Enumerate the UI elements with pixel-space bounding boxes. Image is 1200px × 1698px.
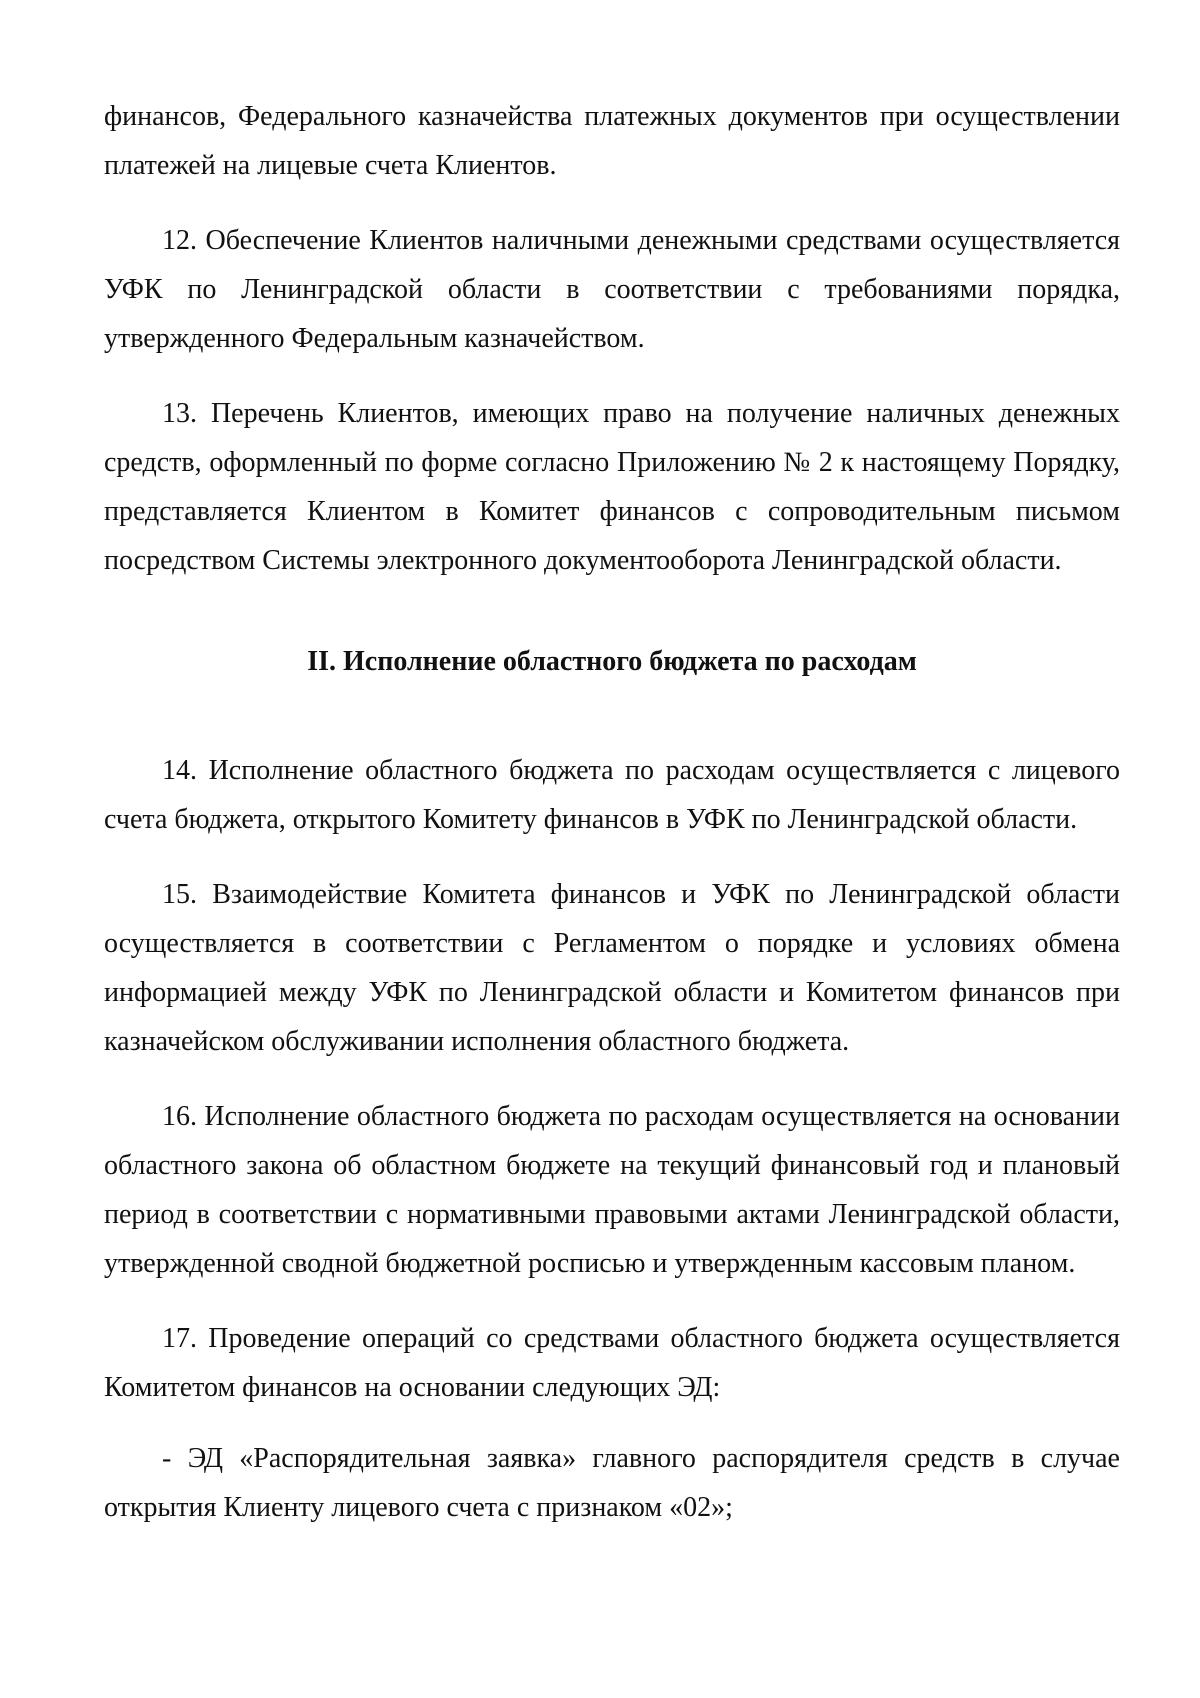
paragraph-item-17 <box>104 1314 1120 1412</box>
item-number: 16. <box>162 1101 197 1132</box>
item-number: 15. <box>162 879 197 910</box>
item-number: 13. <box>162 398 197 429</box>
item-text: Обеспечение Клиентов наличными денежными средствами осуществляется УФК по Ленинградской области в соответствии с требованиями порядка, утвержденного Федеральным казначейством. <box>104 225 1120 354</box>
paragraph-item-16 <box>104 1092 1120 1288</box>
item-text: Взаимодействие Комитета финансов и УФК по Ленинградской области осуществляется в соответствии с Регламентом о порядке и условиях обмена информацией между УФК по Ленинградской области и Комитетом финансов при казначейском обслуживании исполнения областного бюджета. <box>104 879 1121 1057</box>
item-text: Проведение операций со средствами областного бюджета осуществляется Комитетом финансов на основании следующих ЭД: <box>104 1323 1120 1403</box>
paragraph-item-14 <box>104 746 1120 844</box>
paragraph-item-13 <box>104 389 1120 585</box>
item-text: Перечень Клиентов, имеющих право на получение наличных денежных средств, оформленный по форме согласно Приложению № 2 к настоящему Порядку, представляется Клиентом в Комитет финансов с сопроводительным письмом посредством Системы электронного документооборота Ленинградской области. <box>104 398 1120 576</box>
item-number: 17. <box>162 1323 197 1354</box>
item-text: Исполнение областного бюджета по расходам осуществляется на основании областного закона об областном бюджете на текущий финансовый год и плановый период в соответствии с нормативными правовыми актами Ленинградской области, утвержденной сводной бюджетной росписью и утвержденным кассовым планом. <box>104 1101 1120 1279</box>
list-item-dash: - ЭД «Распорядительная заявка» главного распорядителя средств в случае открытия Клиенту лицевого счета с признаком «02»; <box>104 1443 1120 1523</box>
item-text: Исполнение областного бюджета по расходам осуществляется с лицевого счета бюджета, открытого Комитету финансов в УФК по Ленинградской области. <box>104 755 1120 835</box>
item-number: 12. <box>162 225 197 256</box>
paragraph-continuation: финансов, Федерального казначейства платежных документов при осуществлении платежей на лицевые счета Клиентов. <box>104 101 1120 181</box>
section-heading: II. Исполнение областного бюджета по расходам <box>307 646 917 677</box>
paragraph-item-12 <box>104 216 1120 363</box>
document-body <box>104 92 1120 1532</box>
paragraph-item-15 <box>104 870 1120 1066</box>
item-number: 14. <box>162 755 197 786</box>
